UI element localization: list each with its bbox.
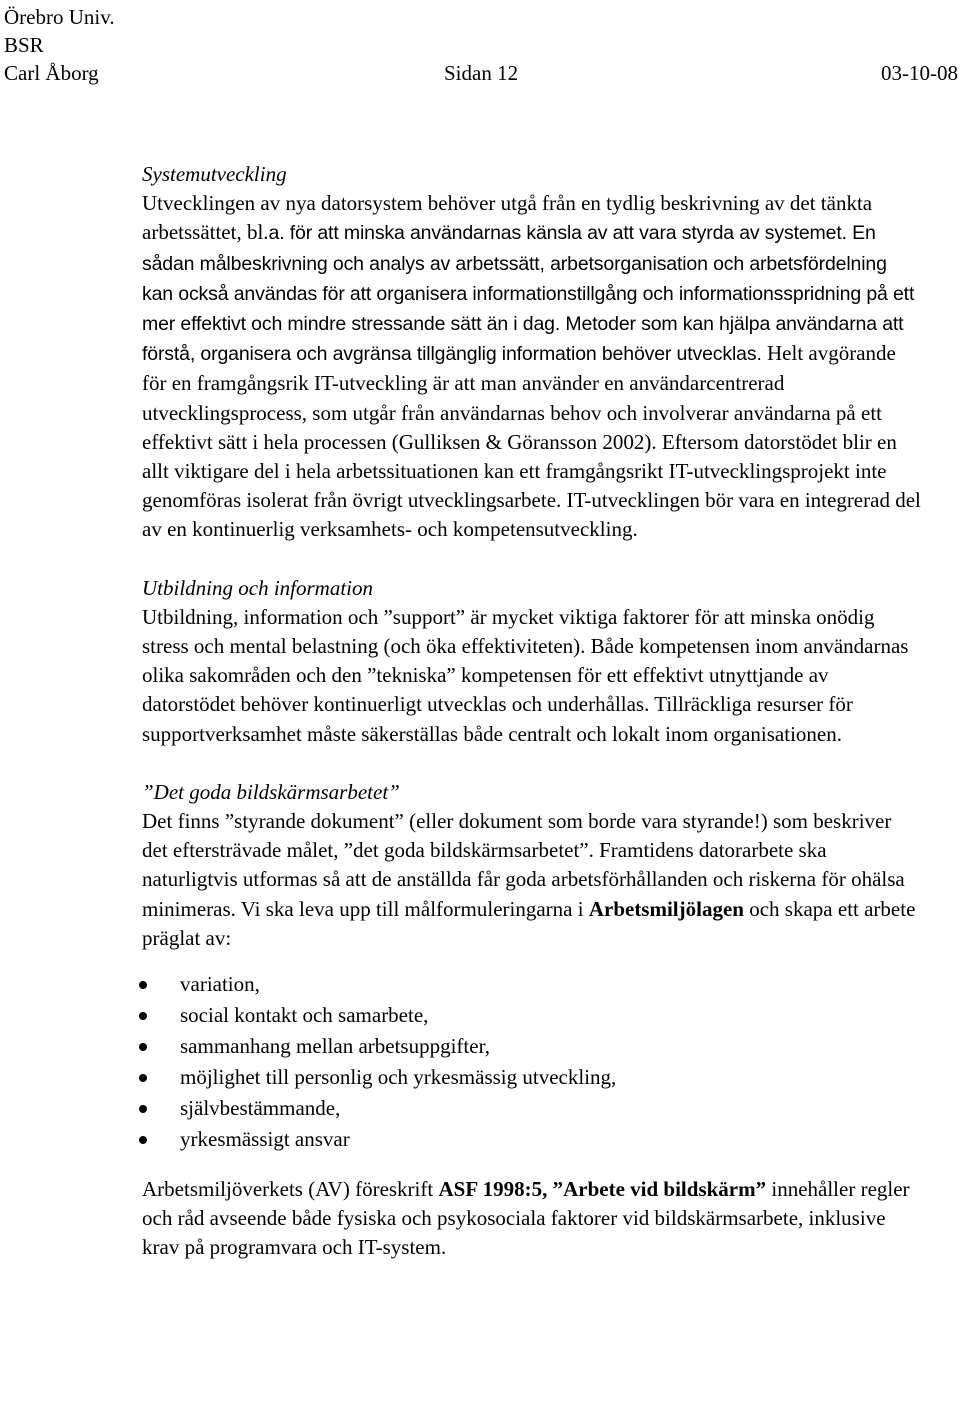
header-meta-row [4, 59, 958, 87]
list-item [142, 1031, 922, 1062]
paragraph-bildskarmsarbetet-text: Det finns ”styrande dokument” (eller dokument som borde vara styrande!) som beskriver det eftersträvade målet, ”det goda bildskärmsarbetet”. Framtidens datorarbete ska naturligtvis utformas så att de anställda får goda arbetsförhållanden och riskerna för ohälsa minimeras. Vi ska leva upp till målformuleringarna i [142, 809, 905, 921]
asf-regulation-title: ASF 1998:5, ”Arbete vid bildskärm” [438, 1177, 767, 1202]
list-item-text: yrkesmässigt ansvar [180, 1127, 350, 1152]
work-qualities-list [142, 969, 922, 1155]
list-item-text: social kontakt och samarbete, [180, 1003, 429, 1028]
section-heading-utbildning: Utbildning och information [142, 575, 373, 600]
bullet-icon [139, 1136, 147, 1144]
header-page-number: Sidan 12 [444, 61, 519, 85]
list-item [142, 1000, 922, 1031]
header-author: Carl Åborg [4, 61, 99, 85]
paragraph-systemutveckling-part1: Utvecklingen av nya datorsystem behöver utgå från en tydlig beskrivning av det tänkta arbetssättet, bl. [142, 191, 873, 245]
list-item [142, 1062, 922, 1093]
page-header [4, 3, 958, 87]
paragraph-asf-regulation [142, 1175, 922, 1263]
list-item-text: självbestämmande, [180, 1096, 341, 1121]
document-body [142, 160, 922, 1263]
list-item [142, 969, 922, 1000]
paragraph-bildskarmsarbetet [142, 807, 922, 953]
list-item-text: möjlighet till personlig och yrkesmässig utveckling, [180, 1065, 617, 1090]
bullet-icon [139, 1012, 147, 1020]
list-item-text: sammanhang mellan arbetsuppgifter, [180, 1034, 490, 1059]
list-item [142, 1093, 922, 1124]
bullet-icon [139, 981, 147, 989]
bullet-icon [139, 1043, 147, 1051]
header-department: BSR [4, 33, 44, 57]
arbetsmiljolagen-term: Arbetsmiljölagen [588, 896, 744, 921]
section-heading-systemutveckling: Systemutveckling [142, 162, 287, 186]
list-item [142, 1124, 922, 1155]
paragraph-utbildning: Utbildning, information och ”support” är mycket viktiga faktorer för att minska onödig stress och mental belastning (och öka effektiviteten). Både kompetensen inom användarnas olika sakområden och den ”tekniska” kompetensen för ett effektivt utnyttjande av datorstödet behöver kontinuerligt utvecklas och underhållas. Tillräckliga resurser för supportverksamhet måste säkerställas både centralt och lokalt inom organisationen. [142, 604, 909, 746]
paragraph-systemutveckling-part3: Helt avgörande för en framgångsrik IT-utveckling är att man använder en användarcentrerad utvecklingsprocess, som utgår från användarnas behov och involverar användarna på ett effektivt sätt i hela processen (Gulliksen & Göransson 2002). Eftersom datorstödet blir en allt viktigare del i hela arbetssituationen kan ett framgångsrikt IT-utvecklingsprojekt inte genomföras isolerat från övrigt utvecklingsarbete. IT-utvecklingen bör vara en integrerad del av en kontinuerlig verksamhets- och kompetensutveckling. [142, 341, 921, 542]
section-heading-bildskarmsarbetet: ”Det goda bildskärmsarbetet” [142, 779, 400, 804]
paragraph-asf-end: innehåller regler och råd avseende både fysiska och psykosociala faktorer vid bildskärmsarbete, inklusive krav på programvara och IT-system. [142, 1177, 910, 1260]
header-date: 03-10-08 [881, 61, 958, 85]
bullet-icon [139, 1105, 147, 1113]
paragraph-bildskarmsarbetet-end: och skapa ett arbete präglat av: [142, 896, 916, 950]
header-institution: Örebro Univ. [4, 5, 115, 29]
paragraph-systemutveckling [142, 189, 922, 544]
bullet-icon [139, 1074, 147, 1082]
list-item-text: variation, [180, 972, 260, 997]
spacer [142, 545, 922, 574]
paragraph-systemutveckling-part2: a. för att minska användarnas känsla av att vara styrda av systemet. En sådan målbeskrivning och analys av arbetssätt, arbetsorganisation och arbetsfördelning kan också användas för att organisera informationstillgång och informationsspridning på ett mer effektivt och mindre stressande sätt än i dag. Metoder som kan hjälpa användarna att förstå, organisera och avgränsa tillgänglig information behöver utvecklas. [142, 222, 915, 366]
spacer [142, 749, 922, 778]
paragraph-asf-text: Arbetsmiljöverkets (AV) föreskrift [142, 1177, 439, 1202]
